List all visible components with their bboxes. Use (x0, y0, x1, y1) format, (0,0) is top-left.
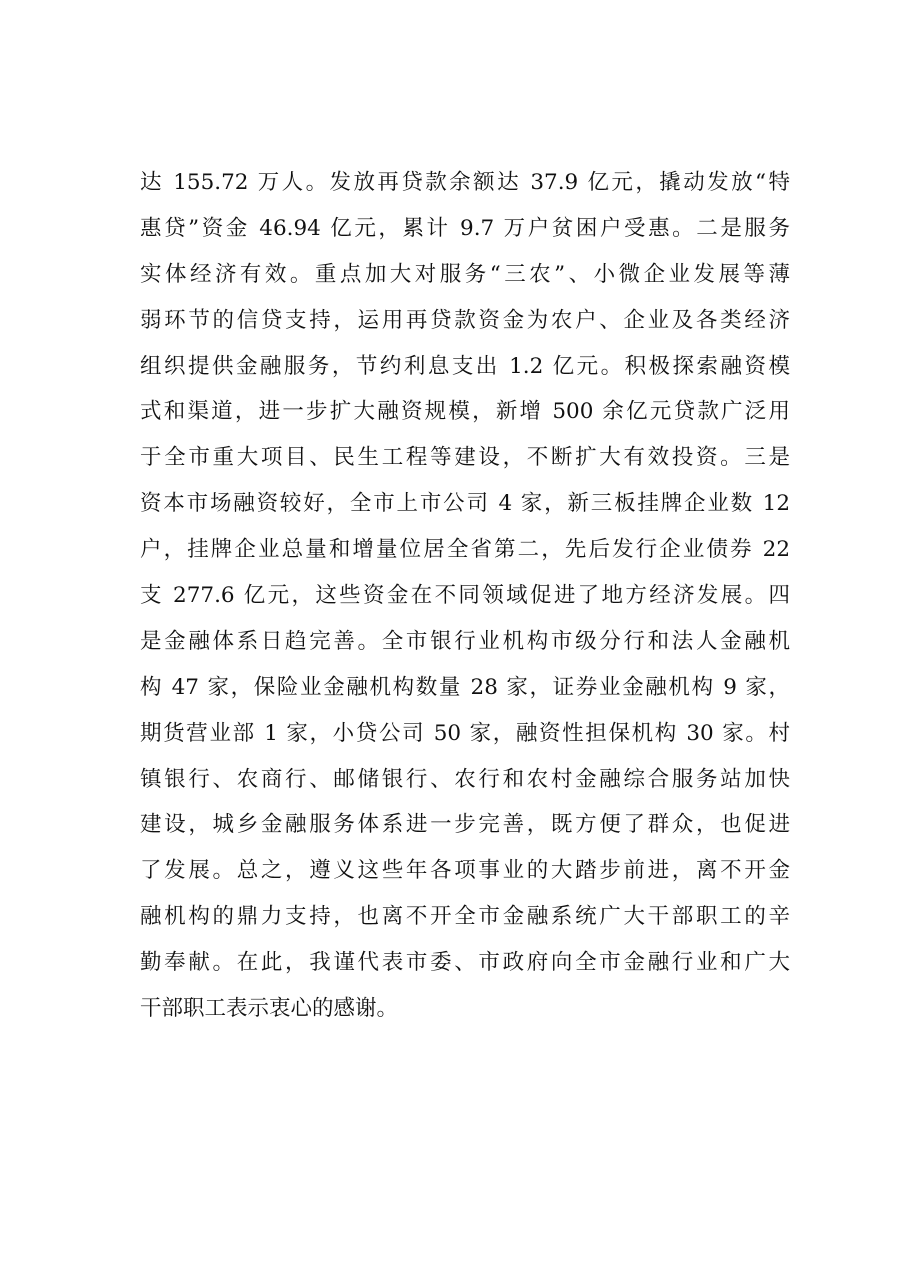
body-paragraph (140, 160, 790, 1032)
text-line: 融机构的鼎力支持，也离不开全市金融系统广大干部职工的辛 (140, 904, 790, 930)
text-line: 资本市场融资较好，全市上市公司 4 家，新三板挂牌企业数 12 (140, 491, 790, 517)
text-line: 建设，城乡金融服务体系进一步完善，既方便了群众，也促进 (140, 812, 790, 838)
text-line: 达 155.72 万人。发放再贷款余额达 37.9 亿元，撬动发放“特 (140, 170, 790, 195)
text-line: 支 277.6 亿元，这些资金在不同领域促进了地方经济发展。四 (140, 583, 790, 609)
text-line: 勤奉献。在此，我谨代表市委、市政府向全市金融行业和广大 (140, 950, 790, 976)
text-line: 镇银行、农商行、邮储银行、农行和农村金融综合服务站加快 (140, 766, 790, 792)
text-line: 组织提供金融服务，节约利息支出 1.2 亿元。积极探索融资模 (140, 353, 790, 379)
text-line: 弱环节的信贷支持，运用再贷款资金为农户、企业及各类经济 (140, 307, 790, 333)
text-line: 惠贷”资金 46.94 亿元，累计 9.7 万户贫困户受惠。二是服务 (140, 215, 790, 241)
text-line: 于全市重大项目、民生工程等建设，不断扩大有效投资。三是 (140, 445, 790, 471)
text-line: 是金融体系日趋完善。全市银行业机构市级分行和法人金融机 (140, 628, 790, 654)
text-line: 构 47 家，保险业金融机构数量 28 家，证券业金融机构 9 家， (140, 674, 790, 700)
text-line: 式和渠道，进一步扩大融资规模，新增 500 余亿元贷款广泛用 (140, 399, 790, 425)
text-line: 了发展。总之，遵义这些年各项事业的大踏步前进，离不开金 (140, 858, 790, 884)
text-line: 户，挂牌企业总量和增量位居全省第二，先后发行企业债券 22 (140, 537, 790, 563)
text-line: 干部职工表示衷心的感谢。 (140, 996, 399, 1022)
text-line: 实体经济有效。重点加大对服务“三农”、小微企业发展等薄 (140, 261, 790, 287)
text-line: 期货营业部 1 家，小贷公司 50 家，融资性担保机构 30 家。村 (140, 720, 790, 746)
